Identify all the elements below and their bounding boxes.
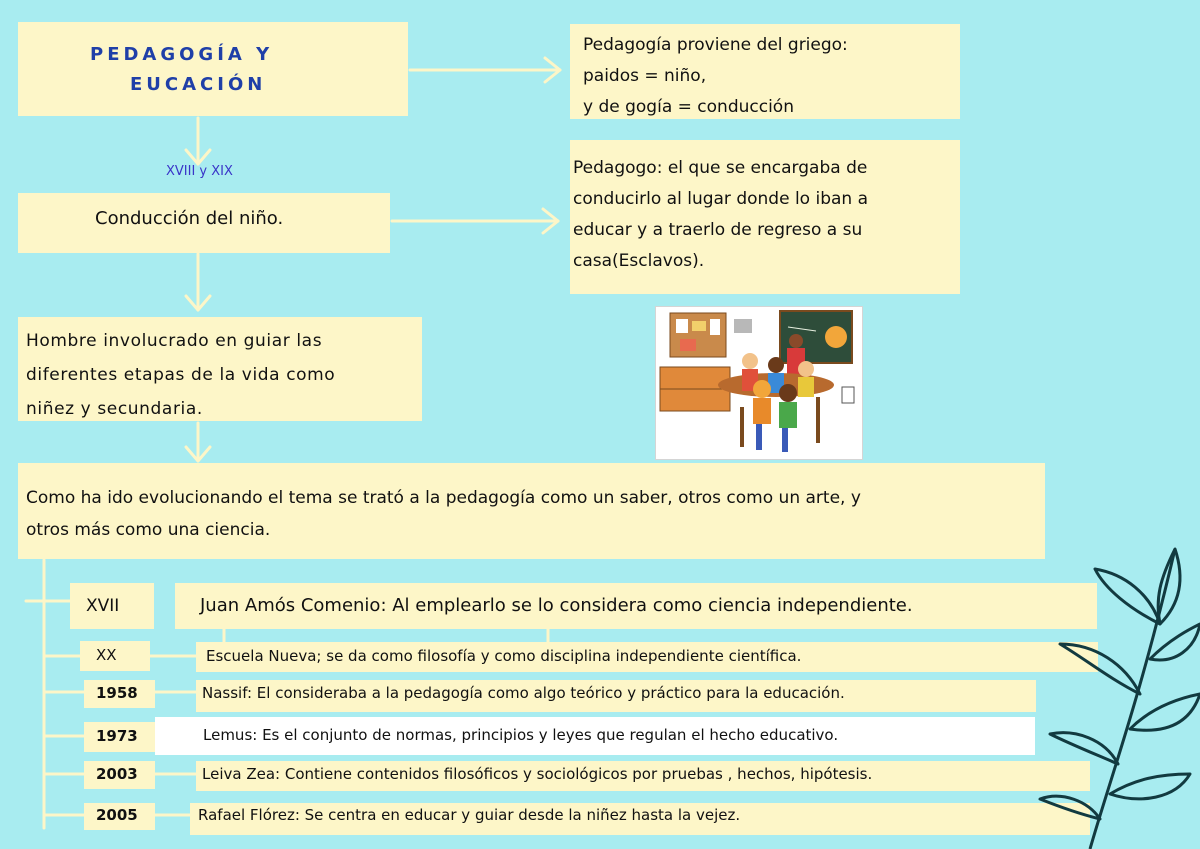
pedagogo-box: [570, 140, 960, 294]
conduccion-text: Conducción del niño.: [95, 208, 284, 229]
hombre-line-3: niñez y secundaria.: [26, 399, 203, 419]
timeline-text: Lemus: Es el conjunto de normas, principios y leyes que regulan el hecho educativo.: [155, 717, 1035, 755]
etymology-box: [570, 24, 960, 119]
timeline-text: Juan Amós Comenio: Al emplearlo se lo considera como ciencia independiente.: [175, 583, 1097, 629]
timeline-year: 1958: [84, 680, 155, 708]
timeline-text: Rafael Flórez: Se centra en educar y guiar desde la niñez hasta la vejez.: [190, 803, 1090, 835]
timeline-year: XVII: [70, 583, 154, 629]
title-box: [18, 22, 408, 116]
classroom-illustration: [655, 306, 863, 460]
evolution-line-2: otros más como una ciencia.: [26, 520, 271, 540]
timeline-text: Leiva Zea: Contiene contenidos filosóficos y sociológicos por pruebas , hechos, hipótesis.: [196, 761, 1090, 791]
hombre-box: [18, 317, 422, 421]
hombre-line-1: Hombre involucrado en guiar las: [26, 331, 323, 351]
pedagogo-line-4: casa(Esclavos).: [573, 251, 705, 271]
century-label: XVIII y XIX: [166, 164, 233, 179]
title-line-1: PEDAGOGÍA Y: [90, 44, 274, 65]
pedagogo-line-1: Pedagogo: el que se encargaba de: [573, 158, 868, 178]
title-line-2: EUCACIÓN: [130, 74, 267, 95]
classroom-icon: [656, 307, 862, 459]
conduccion-box: [18, 193, 390, 253]
pedagogo-line-2: conducirlo al lugar donde lo iban a: [573, 189, 868, 209]
timeline-year: XX: [80, 641, 150, 671]
leaf-branch-decoration: [1000, 529, 1200, 849]
evolution-line-1: Como ha ido evolucionando el tema se trató a la pedagogía como un saber, otros como un arte, y: [26, 488, 861, 508]
etymology-line-3: y de gogía = conducción: [583, 97, 794, 117]
timeline-year: 2003: [84, 761, 155, 789]
hombre-line-2: diferentes etapas de la vida como: [26, 365, 336, 385]
timeline-year: 2005: [84, 803, 155, 830]
evolution-box: [18, 463, 1045, 559]
timeline-text: Escuela Nueva; se da como filosofía y como disciplina independiente científica.: [196, 642, 1098, 672]
etymology-line-2: paidos = niño,: [583, 66, 707, 86]
timeline-year: 1973: [84, 722, 155, 752]
pedagogo-line-3: educar y a traerlo de regreso a su: [573, 220, 863, 240]
etymology-line-1: Pedagogía proviene del griego:: [583, 35, 848, 55]
timeline-text: Nassif: El consideraba a la pedagogía como algo teórico y práctico para la educación.: [196, 680, 1036, 712]
